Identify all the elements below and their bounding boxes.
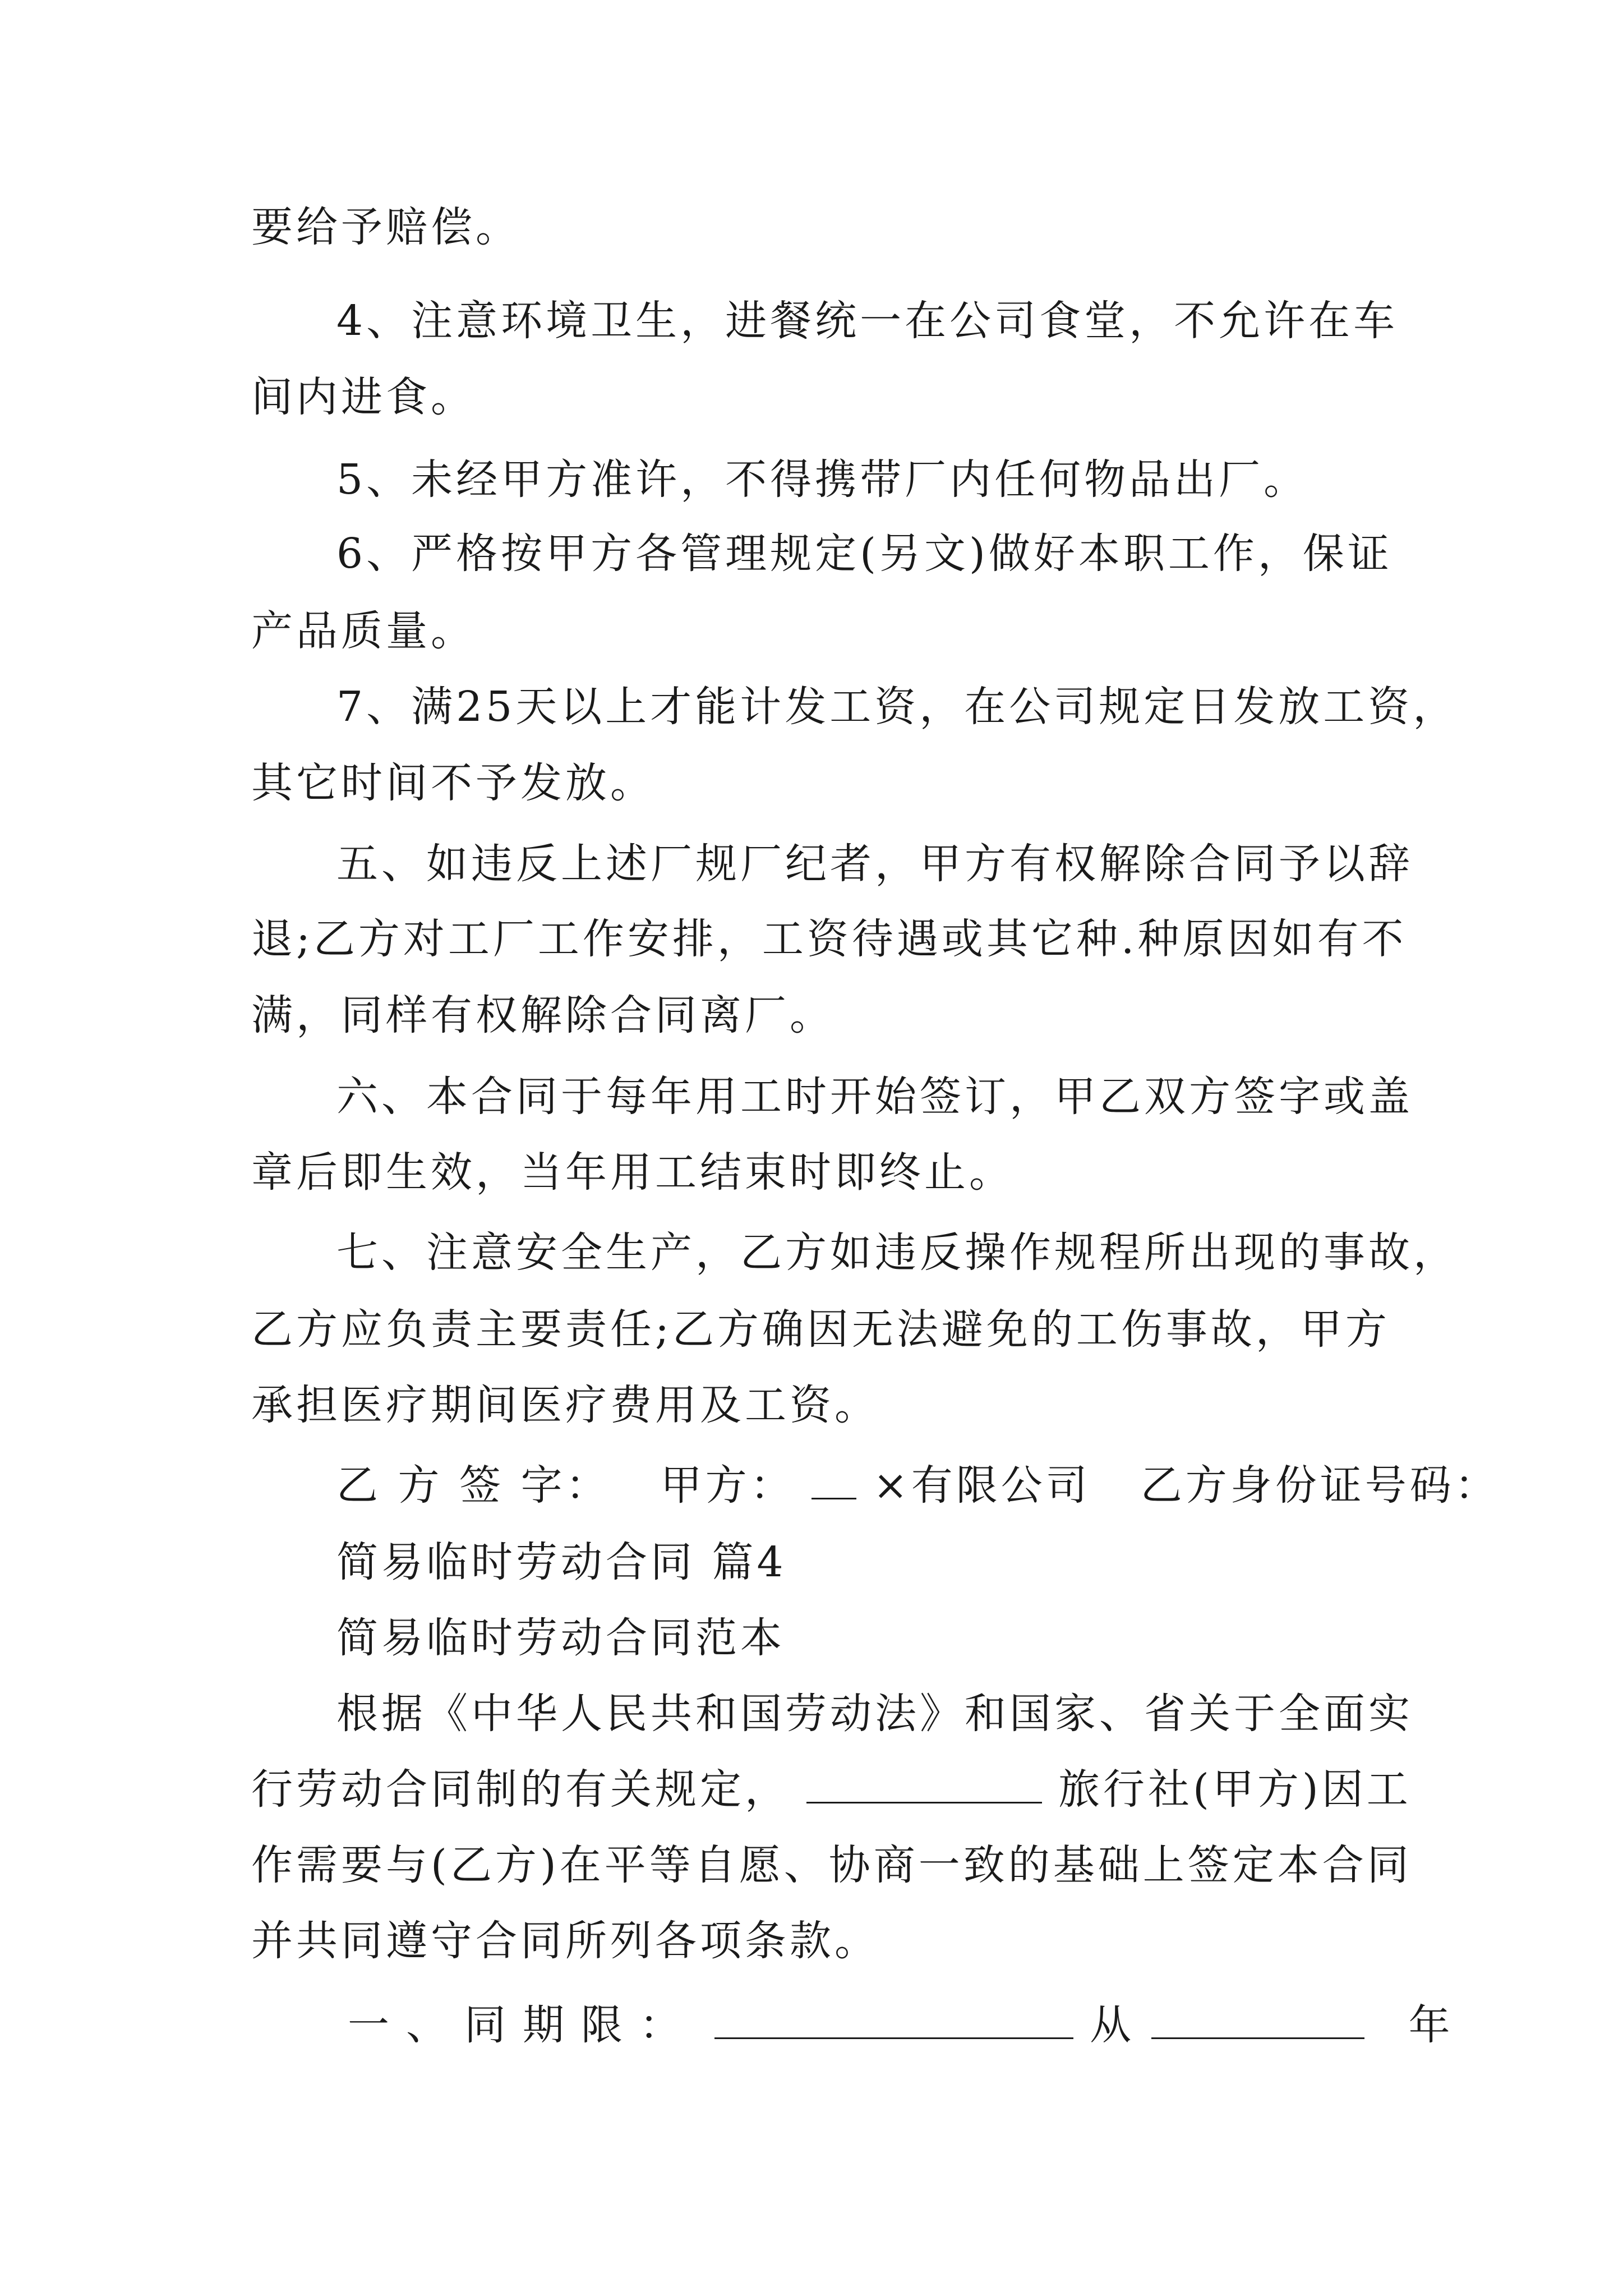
paragraph-line: 退;乙方对工厂工作安排，工资待遇或其它种.种原因如有不: [251, 915, 1407, 963]
term-from: 从: [1090, 2001, 1135, 2049]
term-line: [348, 1997, 1454, 2053]
paragraph-line: 乙方应负责主要责任;乙方确因无法避免的工伤事故，甲方: [251, 1305, 1390, 1354]
intro-prefix: 行劳动合同制的有关规定，: [251, 1765, 790, 1814]
paragraph-line: 六、本合同于每年用工时开始签订，甲乙双方签字或盖: [336, 1073, 1413, 1121]
start-year-blank[interactable]: [1151, 1998, 1364, 2039]
term-blank[interactable]: [714, 1998, 1073, 2039]
section-title: 简易临时劳动合同 篇4: [336, 1538, 787, 1586]
paragraph-line: 5、未经甲方准许，不得携带厂内任何物品出厂。: [336, 455, 1309, 504]
party-a-blank[interactable]: [811, 1458, 856, 1499]
paragraph-line: 要给予赔偿。: [251, 203, 520, 251]
party-a-label: 甲方：: [660, 1461, 795, 1510]
paragraph-line: 承担医疗期间医疗费用及工资。: [251, 1381, 879, 1429]
term-year: 年: [1408, 2001, 1454, 2049]
intro-line: [251, 1761, 1412, 1818]
paragraph-line: 4、注意环境卫生，进餐统一在公司食堂，不允许在车: [336, 297, 1399, 345]
intro-suffix: 旅行社(甲方)因工: [1058, 1765, 1412, 1814]
party-b-id-label: 乙方身份证号码：: [1140, 1461, 1500, 1510]
paragraph-line: 章后即生效，当年用工结束时即终止。: [251, 1148, 1014, 1197]
intro-line: 并共同遵守合同所列各项条款。: [251, 1917, 879, 1965]
paragraph-line: 产品质量。: [251, 607, 476, 655]
paragraph-line: 七、注意安全生产，乙方如违反操作规程所出现的事故，: [336, 1228, 1458, 1277]
term-label: 一、同期限：: [348, 2001, 698, 2049]
paragraph-line: 满，同样有权解除合同离厂。: [251, 991, 834, 1039]
intro-line: 根据《中华人民共和国劳动法》和国家、省关于全面实: [336, 1690, 1413, 1738]
party-b-sign-label: 乙 方 签 字：: [336, 1461, 611, 1510]
paragraph-line: 7、满25天以上才能计发工资，在公司规定日发放工资，: [336, 683, 1458, 731]
paragraph-line: 其它时间不予发放。: [251, 759, 655, 807]
paragraph-line: 五、如违反上述厂规厂纪者，甲方有权解除合同予以辞: [336, 840, 1413, 888]
paragraph-line: 间内进食。: [251, 373, 476, 421]
agency-name-blank[interactable]: [806, 1763, 1042, 1803]
signature-line: [336, 1457, 1500, 1513]
paragraph-line: 6、严格按甲方各管理规定(另文)做好本职工作，保证: [336, 530, 1393, 578]
section-subtitle: 简易临时劳动合同范本: [336, 1614, 785, 1662]
intro-line: 作需要与(乙方)在平等自愿、协商一致的基础上签定本合同: [251, 1841, 1412, 1889]
party-a-company: ×有限公司: [873, 1461, 1091, 1510]
